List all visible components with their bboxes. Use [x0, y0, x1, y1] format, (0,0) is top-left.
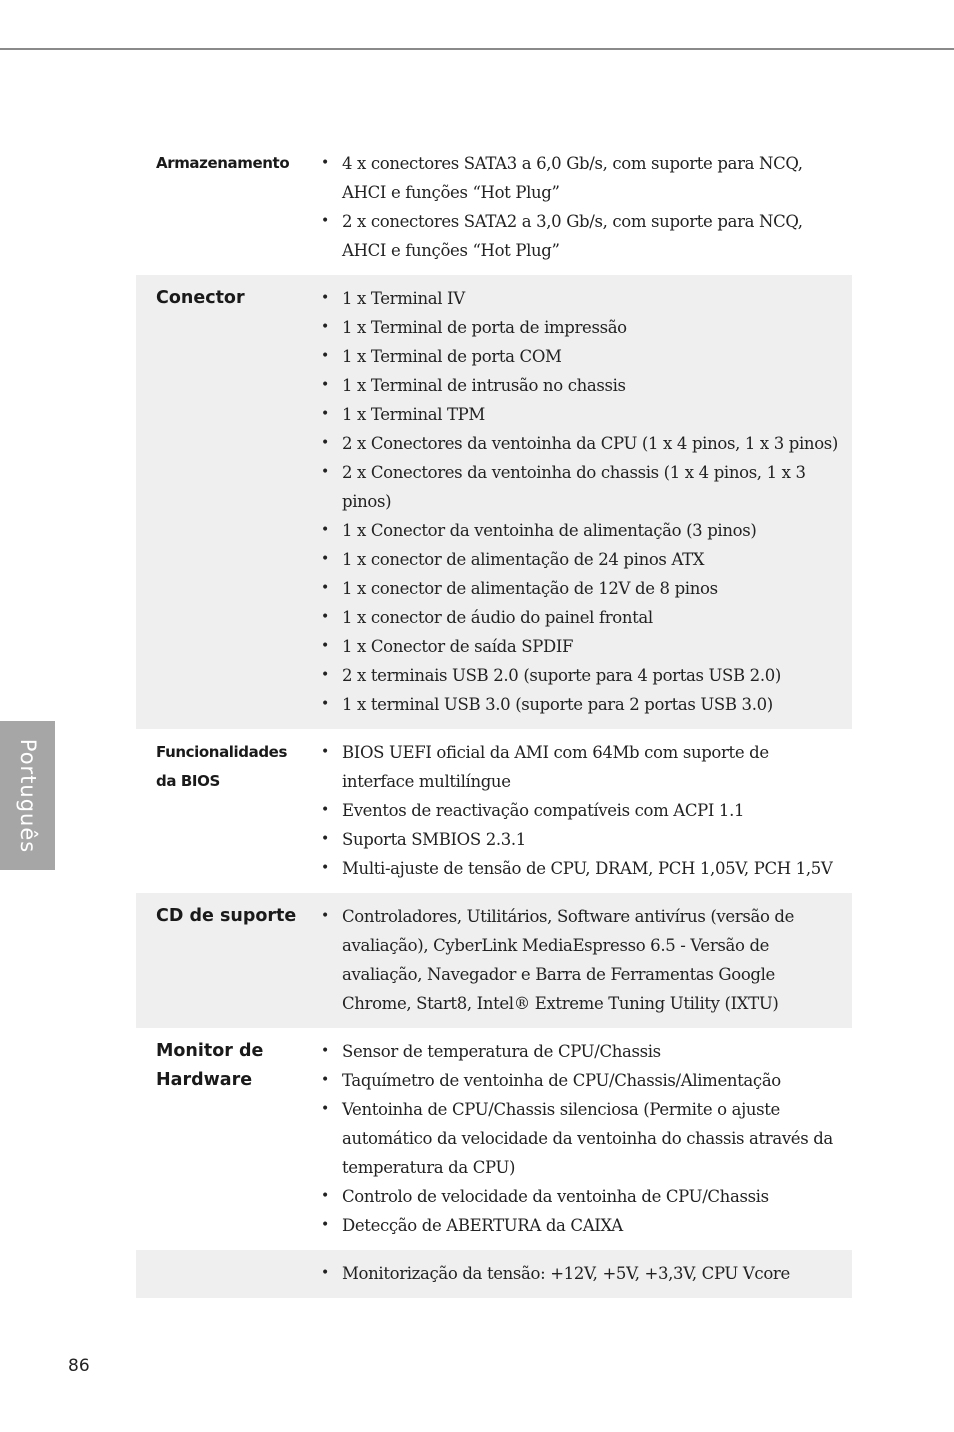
spec-item: • 1 x Terminal TPM — [301, 400, 852, 429]
section-items — [301, 149, 852, 265]
spec-item: • 1 x Terminal de porta de impressão — [301, 313, 852, 342]
side-tab-label: Português — [15, 738, 40, 853]
spec-item: • Ventoinha de CPU/Chassis silenciosa (Permite o ajuste automático da velocidade da ventoinha do chassis através da temperatura da CPU) — [301, 1095, 852, 1182]
section-label — [136, 1259, 301, 1288]
section-items — [301, 738, 852, 883]
spec-item: • 4 x conectores SATA3 a 6,0 Gb/s, com suporte para NCQ, AHCI e funções “Hot Plug” — [301, 149, 852, 207]
section-label: Armazenamento — [156, 154, 290, 172]
spec-item: • 1 x terminal USB 3.0 (suporte para 2 portas USB 3.0) — [301, 690, 852, 719]
page-number: 86 — [68, 1356, 90, 1376]
language-side-tab — [0, 721, 55, 870]
spec-item: • 1 x Terminal de intrusão no chassis — [301, 371, 852, 400]
spec-item: • Eventos de reactivação compatíveis com ACPI 1.1 — [301, 796, 852, 825]
spec-item: • 1 x Conector da ventoinha de alimentação (3 pinos) — [301, 516, 852, 545]
spec-row-storage — [136, 140, 852, 275]
spec-item: • 1 x conector de áudio do painel frontal — [301, 603, 852, 632]
spec-item: • Suporta SMBIOS 2.3.1 — [301, 825, 852, 854]
spec-row-hardware-monitor — [136, 1028, 852, 1250]
spec-item: • Taquímetro de ventoinha de CPU/Chassis/Alimentação — [301, 1066, 852, 1095]
spec-item: • 1 x Conector de saída SPDIF — [301, 632, 852, 661]
spec-row-voltage — [136, 1250, 852, 1298]
spec-item: • Monitorização da tensão: +12V, +5V, +3,3V, CPU Vcore — [301, 1259, 852, 1288]
spec-item: • 2 x terminais USB 2.0 (suporte para 4 portas USB 2.0) — [301, 661, 852, 690]
spec-item: • Detecção de ABERTURA da CAIXA — [301, 1211, 852, 1240]
section-label: Monitor de Hardware — [156, 1041, 264, 1090]
section-items — [301, 1037, 852, 1240]
section-label: Conector — [156, 288, 245, 308]
spec-row-connector — [136, 275, 852, 729]
spec-item: • 1 x conector de alimentação de 12V de 8 pinos — [301, 574, 852, 603]
spec-item: • 2 x Conectores da ventoinha do chassis (1 x 4 pinos, 1 x 3 pinos) — [301, 458, 852, 516]
spec-item: • 1 x conector de alimentação de 24 pinos ATX — [301, 545, 852, 574]
spec-item: • Controladores, Utilitários, Software antivírus (versão de avaliação), CyberLink MediaEspresso 6.5 - Versão de avaliação, Navegador e Barra de Ferramentas Google Chrome, Start8, Intel® Extreme Tuning Utility (IXTU) — [301, 902, 852, 1018]
spec-row-support-cd — [136, 893, 852, 1028]
spec-table — [136, 140, 852, 1298]
spec-item: • 2 x Conectores da ventoinha da CPU (1 x 4 pinos, 1 x 3 pinos) — [301, 429, 852, 458]
section-label: CD de suporte — [156, 906, 297, 926]
spec-item: • 2 x conectores SATA2 a 3,0 Gb/s, com suporte para NCQ, AHCI e funções “Hot Plug” — [301, 207, 852, 265]
spec-item: • BIOS UEFI oficial da AMI com 64Mb com suporte de interface multilíngue — [301, 738, 852, 796]
spec-item: • Multi-ajuste de tensão de CPU, DRAM, PCH 1,05V, PCH 1,5V — [301, 854, 852, 883]
section-items — [301, 1259, 852, 1288]
spec-item: • 1 x Terminal de porta COM — [301, 342, 852, 371]
spec-item: • Sensor de temperatura de CPU/Chassis — [301, 1037, 852, 1066]
section-items — [301, 902, 852, 1018]
spec-row-bios — [136, 729, 852, 893]
top-rule — [0, 48, 954, 50]
spec-item: • Controlo de velocidade da ventoinha de CPU/Chassis — [301, 1182, 852, 1211]
section-items — [301, 284, 852, 719]
section-label: Funcionalidades da BIOS — [156, 743, 287, 790]
spec-item: • 1 x Terminal IV — [301, 284, 852, 313]
